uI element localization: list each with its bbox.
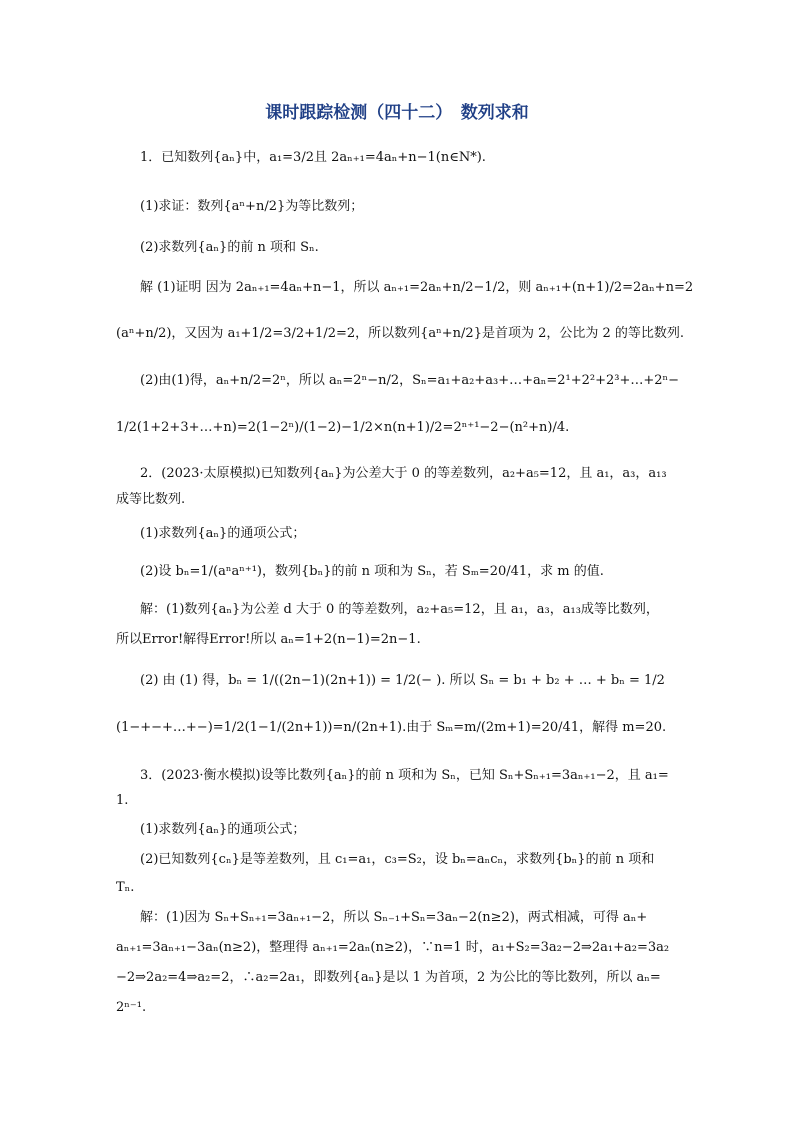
text-line: 3．(2023·衡水模拟)设等比数列{aₙ}的前 n 项和为 Sₙ，已知 Sₙ+Sₙ₊₁=3aₙ₊₁−2，且 a₁=	[140, 768, 669, 783]
text-line: −2⇒2a₂=4⇒a₂=2，∴a₂=2a₁，即数列{aₙ}是以 1 为首项，2 为公比的等比数列，所以 aₙ=	[116, 970, 661, 985]
text-line: (2)设 bₙ=1/(aⁿaⁿ⁺¹)，数列{bₙ}的前 n 项和为 Sₙ，若 Sₘ=20/41，求 m 的值.	[140, 564, 604, 579]
text-line: 1/2(1+2+3+…+n)=2(1−2ⁿ)/(1−2)−1/2×n(n+1)/2=2ⁿ⁺¹−2−(n²+n)/4.	[116, 420, 570, 435]
text-line: 成等比数列.	[116, 492, 186, 507]
text-line: 2．(2023·太原模拟)已知数列{aₙ}为公差大于 0 的等差数列，a₂+a₅=12，且 a₁，a₃，a₁₃	[140, 466, 667, 481]
text-line: (1−+−+…+−)=1/2(1−1/(2n+1))=n/(2n+1).由于 Sₘ=m/(2m+1)=20/41，解得 m=20.	[116, 720, 667, 735]
text-line: 所以Error!解得Error!所以 aₙ=1+2(n−1)=2n−1.	[116, 632, 421, 647]
page-title: 课时跟踪检测（四十二） 数列求和	[265, 103, 529, 123]
text-line: 解：(1)因为 Sₙ+Sₙ₊₁=3aₙ₊₁−2，所以 Sₙ₋₁+Sₙ=3aₙ−2(n≥2)，两式相减，可得 aₙ+	[140, 910, 648, 925]
text-line: (2)求数列{aₙ}的前 n 项和 Sₙ.	[140, 240, 319, 255]
text-line: aₙ₊₁=3aₙ₊₁−3aₙ(n≥2)，整理得 aₙ₊₁=2aₙ(n≥2)，∵n=1 时，a₁+S₂=3a₂−2⇒2a₁+a₂=3a₂	[116, 940, 670, 955]
text-line: (1)求证：数列{aⁿ+n/2}为等比数列；	[140, 199, 364, 214]
text-line: (1)求数列{aₙ}的通项公式；	[140, 822, 306, 837]
text-line: 解：(1)数列{aₙ}为公差 d 大于 0 的等差数列，a₂+a₅=12，且 a₁，a₃，a₁₃成等比数列，	[140, 602, 659, 617]
text-line: (aⁿ+n/2)，又因为 a₁+1/2=3/2+1/2=2，所以数列{aⁿ+n/2}是首项为 2，公比为 2 的等比数列.	[116, 326, 685, 341]
text-line: 1.	[116, 793, 129, 808]
text-line: (2)由(1)得，aₙ+n/2=2ⁿ，所以 aₙ=2ⁿ−n/2，Sₙ=a₁+a₂+a₃+…+aₙ=2¹+2²+2³+…+2ⁿ−	[140, 373, 680, 388]
text-line: (2) 由 (1) 得，bₙ = 1/((2n−1)(2n+1)) = 1/2(− ). 所以 Sₙ = b₁ + b₂ + … + bₙ = 1/2	[140, 673, 665, 688]
text-line: (1)求数列{aₙ}的通项公式；	[140, 526, 306, 541]
text-line: 解 (1)证明 因为 2aₙ₊₁=4aₙ+n−1，所以 aₙ₊₁=2aₙ+n/2−1/2，则 aₙ₊₁+(n+1)/2=2aₙ+n=2	[140, 280, 694, 295]
text-line: 2ⁿ⁻¹.	[116, 1000, 147, 1015]
text-line: 1．已知数列{aₙ}中，a₁=3/2且 2aₙ₊₁=4aₙ+n−1(n∈N*).	[140, 150, 486, 165]
text-line: (2)已知数列{cₙ}是等差数列，且 c₁=a₁，c₃=S₂，设 bₙ=aₙcₙ，求数列{bₙ}的前 n 项和	[140, 852, 655, 867]
text-line: Tₙ.	[116, 880, 135, 895]
